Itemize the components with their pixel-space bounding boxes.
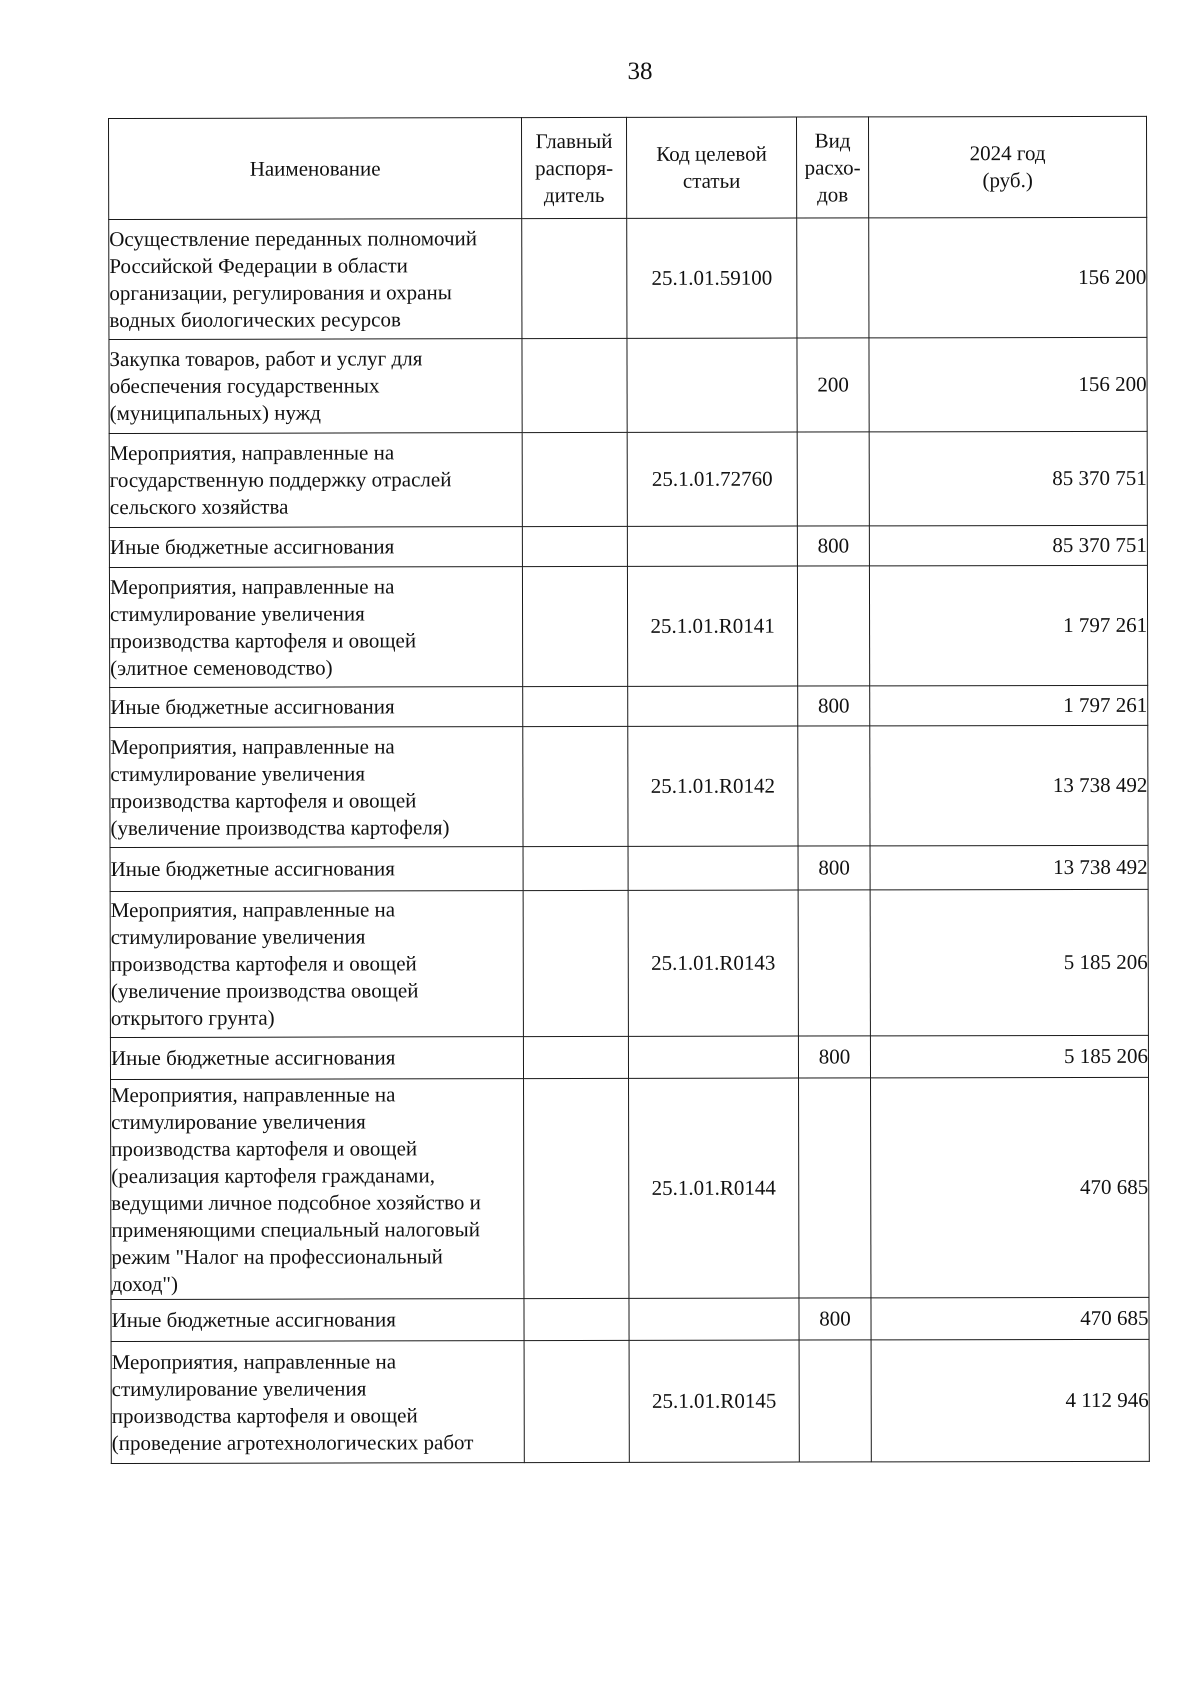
cell-name-line: Осуществление переданных полномочий [109, 225, 477, 251]
cell-admin [522, 526, 627, 566]
cell-name-line: государственную поддержку отраслей [109, 467, 452, 492]
cell-name-line: открытого грунта) [110, 1005, 275, 1030]
cell-amount: 156 200 [869, 337, 1147, 432]
cell-name-line: Мероприятия, направленные на [110, 733, 395, 759]
cell-amount: 13 738 492 [870, 725, 1148, 846]
cell-name-line: производства картофеля и овощей [111, 1135, 418, 1161]
cell-type [797, 432, 869, 526]
cell-admin [524, 1078, 629, 1298]
cell-admin [522, 432, 627, 526]
cell-admin [524, 1298, 629, 1340]
table-row [109, 431, 1147, 527]
cell-name-line: Российской Федерации в области [109, 252, 408, 278]
table-row [110, 889, 1148, 1037]
cell-name-line: Мероприятия, направленные на [111, 1081, 396, 1107]
cell-name-line: производства картофеля и овощей [111, 1402, 418, 1428]
cell-code [627, 526, 797, 566]
cell-name-line: производства картофеля и овощей [110, 627, 417, 653]
table-row [110, 845, 1148, 891]
cell-type [798, 890, 870, 1036]
cell-type [799, 1340, 871, 1462]
cell-admin [523, 890, 628, 1036]
cell-name-line: Закупка товаров, работ и услуг для [109, 346, 423, 371]
cell-type: 200 [797, 338, 869, 432]
cell-name-line: стимулирование увеличения [110, 760, 366, 786]
cell-name-line: доход") [111, 1271, 178, 1296]
table-row [111, 1077, 1149, 1299]
cell-admin [522, 566, 627, 686]
table-row [109, 525, 1147, 567]
cell-name-line: организации, регулирования и охраны [109, 279, 452, 305]
cell-code: 25.1.01.R0145 [629, 1340, 799, 1462]
header-code [626, 117, 796, 218]
cell-admin [523, 1036, 628, 1078]
cell-type [797, 566, 869, 686]
cell-name-line: Иные бюджетные ассигнования [110, 694, 395, 719]
cell-name-line: Иные бюджетные ассигнования [111, 1307, 396, 1332]
table-row [109, 337, 1147, 433]
cell-amount: 5 185 206 [870, 889, 1148, 1036]
header-code-line: статьи [682, 168, 741, 193]
cell-name-line: стимулирование увеличения [111, 1375, 367, 1401]
cell-admin [524, 1340, 629, 1462]
table-row [109, 565, 1147, 687]
header-admin-line: распоря- [535, 155, 614, 180]
cell-code: 25.1.01.72760 [627, 432, 797, 526]
cell-name [111, 1079, 524, 1300]
cell-name-line: (проведение агротехнологических работ [111, 1429, 474, 1455]
cell-amount: 5 185 206 [870, 1035, 1148, 1078]
cell-code: 25.1.01.R0144 [629, 1078, 799, 1298]
cell-name-line: Иные бюджетные ассигнования [110, 1045, 396, 1070]
cell-type: 800 [797, 526, 869, 566]
cell-name-line: Мероприятия, направленные на [110, 897, 396, 922]
header-type-line: Вид [814, 127, 851, 153]
cell-name-line: Иные бюджетные ассигнования [109, 534, 395, 559]
table-row [111, 1339, 1149, 1463]
header-amount [868, 116, 1146, 218]
cell-name [111, 1341, 524, 1464]
cell-name-line: применяющими специальный налоговый [111, 1216, 481, 1242]
table-row [111, 1297, 1149, 1341]
cell-name-line: (муниципальных) нужд [109, 400, 321, 425]
cell-type: 800 [798, 846, 870, 890]
header-admin [522, 117, 627, 218]
header-admin-line: дитель [543, 182, 605, 207]
cell-type: 800 [798, 1036, 870, 1078]
cell-admin [523, 686, 628, 726]
cell-type [798, 726, 870, 846]
cell-code: 25.1.01.R0141 [627, 566, 797, 686]
cell-name-line: (элитное семеноводство) [110, 655, 333, 680]
cell-amount: 156 200 [869, 217, 1147, 338]
cell-name [111, 1299, 524, 1342]
cell-name-line: режим "Налог на профессиональный [111, 1243, 443, 1269]
cell-code [627, 338, 797, 432]
table-row [110, 685, 1148, 727]
header-name [109, 118, 522, 220]
cell-name [109, 567, 522, 688]
cell-type [797, 218, 869, 338]
cell-type [799, 1078, 871, 1298]
cell-name-line: (реализация картофеля гражданами, [111, 1162, 435, 1188]
cell-name [110, 891, 523, 1038]
cell-admin [523, 726, 628, 846]
header-amount-line: 2024 год [969, 141, 1046, 166]
cell-name-line: стимулирование увеличения [111, 1108, 366, 1134]
cell-admin [523, 846, 628, 890]
cell-name-line: Иные бюджетные ассигнования [110, 856, 395, 881]
cell-amount: 4 112 946 [871, 1339, 1149, 1462]
table-row [110, 1035, 1148, 1079]
cell-name [109, 527, 522, 568]
cell-name-line: (увеличение производства овощей [110, 978, 419, 1003]
cell-name [110, 847, 523, 892]
cell-amount: 470 685 [871, 1077, 1149, 1298]
cell-name [110, 1037, 523, 1080]
cell-name-line: водных биологических ресурсов [109, 306, 401, 332]
cell-code [629, 1298, 799, 1340]
cell-type: 800 [799, 1298, 871, 1340]
cell-name-line: ведущими личное подсобное хозяйство и [111, 1189, 481, 1215]
cell-name-line: стимулирование увеличения [110, 924, 366, 949]
cell-amount: 1 797 261 [870, 685, 1148, 726]
cell-name [110, 727, 523, 848]
cell-name [110, 687, 523, 728]
header-type [796, 117, 868, 218]
table-row [109, 217, 1147, 339]
cell-name-line: стимулирование увеличения [110, 600, 365, 626]
cell-admin [522, 218, 627, 338]
budget-table [108, 116, 1150, 1464]
cell-amount: 1 797 261 [869, 565, 1147, 686]
cell-name [109, 339, 522, 434]
cell-amount: 85 370 751 [869, 431, 1147, 526]
cell-name-line: Мероприятия, направленные на [111, 1348, 397, 1374]
cell-admin [522, 338, 627, 432]
header-type-line: расхо- [804, 154, 861, 180]
header-admin-line: Главный [535, 128, 613, 153]
table-body [109, 217, 1150, 1463]
header-code-line: Код целевой [656, 141, 767, 166]
table-header-row [109, 116, 1147, 219]
cell-code [628, 1036, 798, 1078]
cell-amount: 470 685 [871, 1297, 1149, 1340]
cell-code [628, 686, 798, 726]
cell-name-line: Мероприятия, направленные на [109, 573, 395, 599]
header-type-line: дов [817, 181, 849, 207]
header-name-label: Наименование [249, 155, 381, 181]
cell-name-line: (увеличение производства картофеля) [110, 814, 450, 840]
cell-name-line: сельского хозяйства [109, 494, 289, 519]
cell-name-line: производства картофеля и овощей [110, 951, 417, 976]
cell-code: 25.1.01.59100 [627, 218, 797, 338]
cell-amount: 13 738 492 [870, 845, 1148, 890]
cell-code [628, 846, 798, 890]
cell-name-line: обеспечения государственных [109, 373, 380, 398]
cell-code: 25.1.01.R0143 [628, 890, 798, 1036]
cell-amount: 85 370 751 [869, 525, 1147, 566]
cell-name-line: производства картофеля и овощей [110, 787, 417, 813]
cell-name-line: Мероприятия, направленные на [109, 440, 395, 465]
page-number: 38 [627, 58, 653, 85]
cell-code: 25.1.01.R0142 [628, 726, 798, 846]
cell-name [109, 219, 522, 340]
cell-type: 800 [798, 686, 870, 726]
cell-name [109, 433, 522, 528]
header-amount-line: (руб.) [982, 168, 1033, 193]
table-row [110, 725, 1148, 847]
